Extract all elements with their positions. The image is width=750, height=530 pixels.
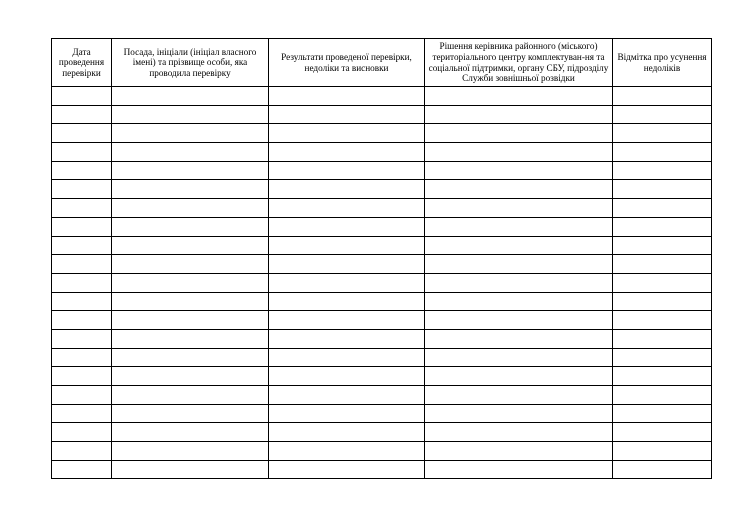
table-cell xyxy=(425,217,613,236)
table-cell xyxy=(613,255,712,274)
table-cell xyxy=(425,292,613,311)
table-cell xyxy=(112,255,269,274)
table-cell xyxy=(269,124,425,143)
table-cell xyxy=(613,329,712,348)
table-cell xyxy=(52,386,112,405)
table-row xyxy=(52,255,712,274)
table-cell xyxy=(425,386,613,405)
table-row xyxy=(52,329,712,348)
table-cell xyxy=(425,124,613,143)
table-row xyxy=(52,87,712,106)
header-inspection-date: Дата проведення перевірки xyxy=(52,39,112,87)
table-cell xyxy=(425,367,613,386)
table-cell xyxy=(269,273,425,292)
table-row xyxy=(52,292,712,311)
table-row xyxy=(52,460,712,479)
table-row xyxy=(52,124,712,143)
table-cell xyxy=(425,329,613,348)
header-head-decision: Рішення керівника районного (міського) територіального центру комплектуван-ня та соціальної підтримки, органу СБУ, підрозділу Служби зовнішньої розвідки xyxy=(425,39,613,87)
table-cell xyxy=(269,292,425,311)
table-cell xyxy=(112,367,269,386)
table-row xyxy=(52,161,712,180)
table-cell xyxy=(269,255,425,274)
table-cell xyxy=(425,423,613,442)
table-row xyxy=(52,199,712,218)
table-cell xyxy=(269,367,425,386)
table-row xyxy=(52,404,712,423)
table-cell xyxy=(425,87,613,106)
table-cell xyxy=(52,329,112,348)
table-cell xyxy=(425,105,613,124)
table-cell xyxy=(52,367,112,386)
table-cell xyxy=(52,460,112,479)
table-cell xyxy=(112,273,269,292)
table-cell xyxy=(613,367,712,386)
table-cell xyxy=(269,87,425,106)
table-cell xyxy=(269,460,425,479)
table-cell xyxy=(613,87,712,106)
table-row xyxy=(52,423,712,442)
table-cell xyxy=(112,161,269,180)
table-cell xyxy=(112,311,269,330)
table-cell xyxy=(52,423,112,442)
table-cell xyxy=(269,386,425,405)
header-deficiency-elimination-mark: Відмітка про усунення недоліків xyxy=(613,39,712,87)
table-cell xyxy=(613,180,712,199)
table-row xyxy=(52,217,712,236)
table-cell xyxy=(112,460,269,479)
table-row xyxy=(52,311,712,330)
table-row xyxy=(52,367,712,386)
table-cell xyxy=(112,180,269,199)
table-cell xyxy=(269,143,425,162)
table-cell xyxy=(613,404,712,423)
table-cell xyxy=(613,423,712,442)
table-cell xyxy=(52,161,112,180)
table-cell xyxy=(425,273,613,292)
table-cell xyxy=(425,180,613,199)
header-inspection-results: Результати проведеної перевірки, недоліки та висновки xyxy=(269,39,425,87)
table-cell xyxy=(52,348,112,367)
table-cell xyxy=(269,442,425,461)
table-cell xyxy=(269,348,425,367)
table-cell xyxy=(52,236,112,255)
table-cell xyxy=(613,105,712,124)
table-cell xyxy=(613,161,712,180)
table-cell xyxy=(269,105,425,124)
table-cell xyxy=(112,442,269,461)
table-cell xyxy=(52,273,112,292)
table-cell xyxy=(613,386,712,405)
table-cell xyxy=(52,143,112,162)
table-row xyxy=(52,143,712,162)
table-cell xyxy=(52,311,112,330)
table-cell xyxy=(613,292,712,311)
table-cell xyxy=(52,404,112,423)
table-cell xyxy=(52,87,112,106)
table-cell xyxy=(613,199,712,218)
table-row xyxy=(52,105,712,124)
table-row xyxy=(52,236,712,255)
table-cell xyxy=(52,124,112,143)
table-cell xyxy=(613,442,712,461)
table-cell xyxy=(52,255,112,274)
table-header-row xyxy=(52,39,712,87)
table-cell xyxy=(269,329,425,348)
table-row xyxy=(52,348,712,367)
table-row xyxy=(52,180,712,199)
table-cell xyxy=(425,404,613,423)
table-cell xyxy=(425,442,613,461)
table-cell xyxy=(112,348,269,367)
table-row xyxy=(52,442,712,461)
table-cell xyxy=(52,199,112,218)
table-row xyxy=(52,386,712,405)
table-cell xyxy=(112,87,269,106)
table-cell xyxy=(613,273,712,292)
table-body xyxy=(52,87,712,479)
table-cell xyxy=(425,348,613,367)
table-cell xyxy=(613,217,712,236)
table-cell xyxy=(269,180,425,199)
table-cell xyxy=(269,161,425,180)
table-cell xyxy=(613,143,712,162)
table-cell xyxy=(112,217,269,236)
table-cell xyxy=(112,292,269,311)
table-cell xyxy=(52,180,112,199)
table-cell xyxy=(269,404,425,423)
table-cell xyxy=(112,386,269,405)
table-cell xyxy=(269,217,425,236)
table-cell xyxy=(52,217,112,236)
table-cell xyxy=(425,161,613,180)
table-cell xyxy=(52,292,112,311)
table-cell xyxy=(425,311,613,330)
table-cell xyxy=(269,236,425,255)
table-cell xyxy=(613,311,712,330)
table-cell xyxy=(52,105,112,124)
table-cell xyxy=(112,404,269,423)
table-cell xyxy=(52,442,112,461)
table-cell xyxy=(269,311,425,330)
table-cell xyxy=(425,255,613,274)
table-cell xyxy=(425,460,613,479)
table-cell xyxy=(613,124,712,143)
table-row xyxy=(52,273,712,292)
table-cell xyxy=(112,329,269,348)
table-cell xyxy=(112,143,269,162)
table-cell xyxy=(112,423,269,442)
table-cell xyxy=(269,199,425,218)
table-cell xyxy=(425,143,613,162)
table-cell xyxy=(112,105,269,124)
table-cell xyxy=(425,199,613,218)
header-inspector-position-name: Посада, ініціали (ініціал власного імені) та прізвище особи, яка проводила перевірку xyxy=(112,39,269,87)
table-cell xyxy=(269,423,425,442)
inspection-record-table xyxy=(51,38,712,479)
table-cell xyxy=(613,460,712,479)
table-cell xyxy=(425,236,613,255)
table-cell xyxy=(112,236,269,255)
table-cell xyxy=(613,236,712,255)
table-cell xyxy=(112,124,269,143)
table-cell xyxy=(613,348,712,367)
table-cell xyxy=(112,199,269,218)
table-header xyxy=(52,39,712,87)
